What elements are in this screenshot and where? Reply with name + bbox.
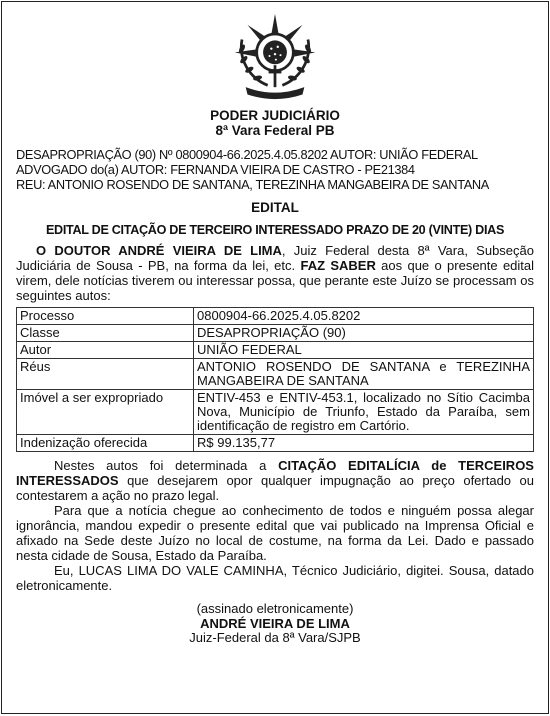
judge-name: O DOUTOR ANDRÉ VIEIRA DE LIMA <box>36 243 282 258</box>
table-label: Imóvel a ser expropriado <box>17 390 194 435</box>
signature-role: Juiz-Federal da 8ª Vara/SJPB <box>189 630 361 645</box>
table-label: Processo <box>17 308 194 325</box>
edital-page <box>1 1 549 714</box>
table-row <box>17 308 534 325</box>
table-value: UNIÃO FEDERAL <box>194 342 534 359</box>
court-division: 8ª Vara Federal PB <box>215 123 335 138</box>
body-text: que desejarem opor qualquer impugnação ao preço ofertado ou contestarem a ação no prazo legal. <box>16 473 534 503</box>
publication-paragraph: Para que a notícia chegue ao conhecimento de todos e ninguém possa alegar ignorância, mandou expedir o presente edital que vai publicado na Imprensa Oficial e afixado na Sede deste Juízo no local de costume, na forma da Lei. Dado e passado nesta cidade de Sousa, Estado da Paraíba. <box>16 503 534 563</box>
signature-block <box>16 602 534 646</box>
intro-text: , Juiz Federal desta 8ª Vara, Subseção Judiciária de Sousa - PB, na forma da lei, etc. <box>16 243 534 273</box>
table-value: 0800904-66.2025.4.05.8202 <box>194 308 534 325</box>
body-text: Nestes autos foi determinada a <box>54 458 279 473</box>
case-metadata <box>16 147 534 192</box>
clerk-paragraph: Eu, LUCAS LIMA DO VALE CAMINHA, Técnico Judiciário, digitei. Sousa, datado eletronicamente. <box>16 563 534 593</box>
table-value: ANTONIO ROSENDO DE SANTANA e TEREZINHA MANGABEIRA DE SANTANA <box>194 359 534 390</box>
edital-subtitle: EDITAL DE CITAÇÃO DE TERCEIRO INTERESSADO PRAZO DE 20 (VINTE) DIAS <box>45 223 505 237</box>
table-row <box>17 435 534 452</box>
table-row <box>17 325 534 342</box>
table-row <box>17 390 534 435</box>
court-name: PODER JUDICIÁRIO <box>210 108 340 123</box>
case-meta-line: REU: ANTONIO ROSENDO DE SANTANA, TEREZINHA MANGABEIRA DE SANTANA <box>16 177 489 192</box>
case-meta-line: ADVOGADO do(a) AUTOR: FERNANDA VIEIRA DE CASTRO - PE21384 <box>16 162 415 177</box>
table-value: ENTIV-453 e ENTIV-453.1, localizado no Sítio Cacimba Nova, Município de Triunfo, Estado da Paraíba, sem identificação de registro em Cartório. <box>194 390 534 435</box>
case-details-table <box>16 307 534 452</box>
table-value: R$ 99.135,77 <box>194 435 534 452</box>
table-label: Réus <box>17 359 194 390</box>
intro-text: aos que o presente edital virem, dele notícias tiverem ou interessar possa, que perante este Juízo se processam os seguintes autos: <box>16 258 535 303</box>
citation-emphasis: CITAÇÃO EDITALÍCIA de TERCEIROS INTERESSADOS <box>16 458 534 488</box>
intro-paragraph <box>16 243 534 303</box>
table-label: Indenização oferecida <box>17 435 194 452</box>
citation-paragraph <box>16 458 534 503</box>
signature-name: ANDRÉ VIEIRA DE LIMA <box>200 615 350 631</box>
table-row <box>17 342 534 359</box>
table-row <box>17 359 534 390</box>
edital-title: EDITAL <box>251 200 299 215</box>
case-meta-line: DESAPROPRIAÇÃO (90) Nº 0800904-66.2025.4.05.8202 AUTOR: UNIÃO FEDERAL <box>16 147 478 162</box>
brasil-coat-of-arms-icon <box>229 12 321 100</box>
faz-saber: FAZ SABER <box>300 258 376 273</box>
table-label: Autor <box>17 342 194 359</box>
table-label: Classe <box>17 325 194 342</box>
table-value: DESAPROPRIAÇÃO (90) <box>194 325 534 342</box>
signature-note: (assinado eletronicamente) <box>196 601 354 616</box>
